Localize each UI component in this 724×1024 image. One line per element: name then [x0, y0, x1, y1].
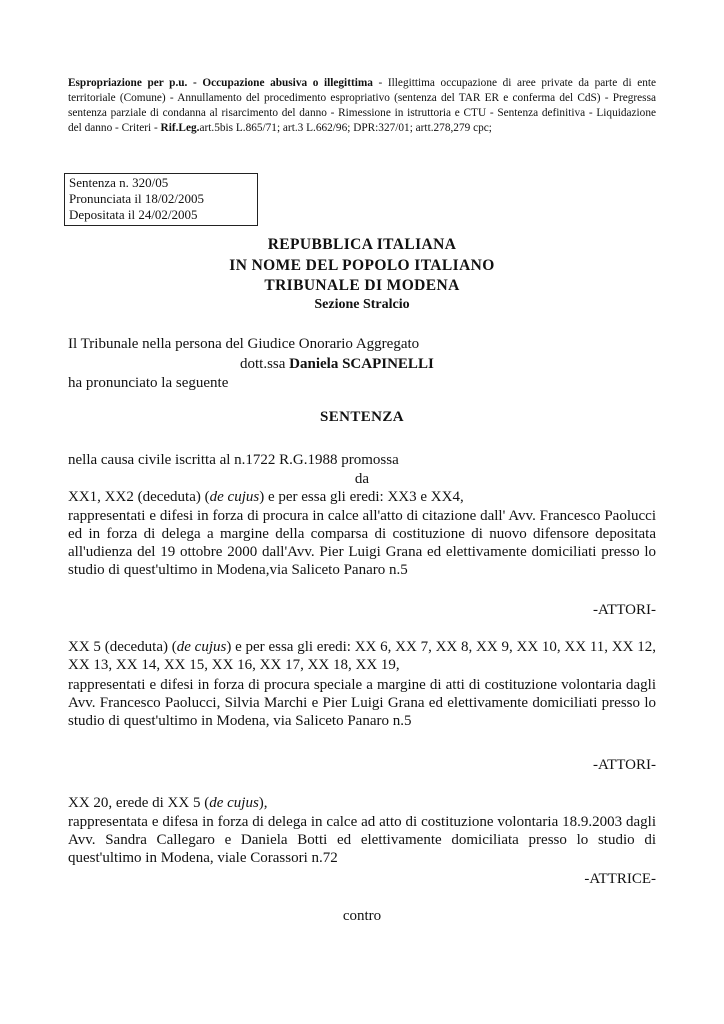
judge-line [240, 355, 656, 373]
intro-line-3: ha pronunciato la seguente [68, 375, 229, 391]
header-topic: Espropriazione per p.u. - Occupazione abusiva o illegittima [68, 77, 373, 89]
case-da: da [354, 471, 370, 487]
party3-representation: rappresentata e difesa in forza di delega in calce ad atto di costituzione volontaria 18.9.2003 dagli Avv. Sandra Callegaro e Daniela Botti ed elettivamente domiciliata presso lo studio di quest'ultimo in Modena, viale Corassori n.72 [68, 814, 656, 866]
contro-label: contro [342, 908, 382, 924]
judge-name: Daniela SCAPINELLI [289, 356, 434, 372]
party2-role: -ATTORI- [592, 757, 656, 773]
sentence-number: Sentenza n. 320/05 [69, 175, 169, 190]
pronounced-date: Pronunciata il 18/02/2005 [69, 191, 205, 206]
intro-line-1: Il Tribunale nella persona del Giudice Onorario Aggregato [68, 336, 420, 352]
sentence-reference-box [64, 173, 258, 226]
case-line: nella causa civile iscritta al n.1722 R.G.1988 promossa [68, 452, 399, 468]
de-cujus-label: de cujus [209, 489, 260, 505]
title-court: TRIBUNALE DI MODENA [264, 277, 460, 294]
title-section: Sezione Stralcio [314, 297, 410, 312]
title-in-name: IN NOME DEL POPOLO ITALIANO [229, 257, 495, 274]
de-cujus-label: de cujus [209, 795, 259, 811]
party2-names: XX 5 (deceduta) (de cujus) e per essa gli eredi: XX 6, XX 7, XX 8, XX 9, XX 10, XX 11, XX 12, XX 13, XX 14, XX 15, XX 16, XX 17, XX 18, XX 19, [68, 639, 657, 673]
header-abstract [68, 76, 656, 136]
de-cujus-label: de cujus [176, 639, 227, 655]
party2-representation: rappresentati e difesi in forza di procura speciale a margine di atti di costituzione volontaria dagli Avv. Francesco Paolucci, Silvia Marchi e Pier Luigi Grana ed elettivamente domiciliati presso lo studio di quest'ultimo in Modena, via Saliceto Panaro n.5 [68, 677, 656, 729]
header-ref-label: Rif.Leg. [160, 122, 200, 134]
title-republic: REPUBBLICA ITALIANA [267, 236, 457, 253]
deposited-date: Depositata il 24/02/2005 [69, 207, 198, 222]
party3-names: XX 20, erede di XX 5 (de cujus), [68, 795, 268, 811]
header-ref-text: art.5bis L.865/71; art.3 L.662/96; DPR:327/01; artt.278,279 cpc; [199, 122, 492, 134]
party1-names: XX1, XX2 (deceduta) (de cujus) e per essa gli eredi: XX3 e XX4, [68, 489, 464, 505]
header-summary: - Illegittima occupazione di aree private da parte di ente territoriale (Comune) - Annullamento del procedimento espropriativo (sentenza del TAR ER e conferma del CdS) - Pregressa sentenza parziale di condanna al risarcimento del danno - Rimessione in istruttoria e CTU - Sentenza definitiva - Liquidazione del danno - Criteri - [68, 77, 657, 134]
party3-role: -ATTRICE- [584, 871, 656, 887]
sentenza-heading: SENTENZA [319, 409, 405, 425]
judge-prefix: dott.ssa [240, 356, 290, 372]
party1-role: -ATTORI- [592, 602, 656, 618]
party1-representation: rappresentati e difesi in forza di procura in calce all'atto di citazione dall' Avv. Francesco Paolucci ed in forza di delega a margine della comparsa di costituzione di nuovo difensore depositata all'udienza del 19 ottobre 2000 dall'Avv. Pier Luigi Grana ed elettivamente domiciliati presso lo studio di quest'ultimo in Modena,via Saliceto Panaro n.5 [68, 508, 656, 578]
